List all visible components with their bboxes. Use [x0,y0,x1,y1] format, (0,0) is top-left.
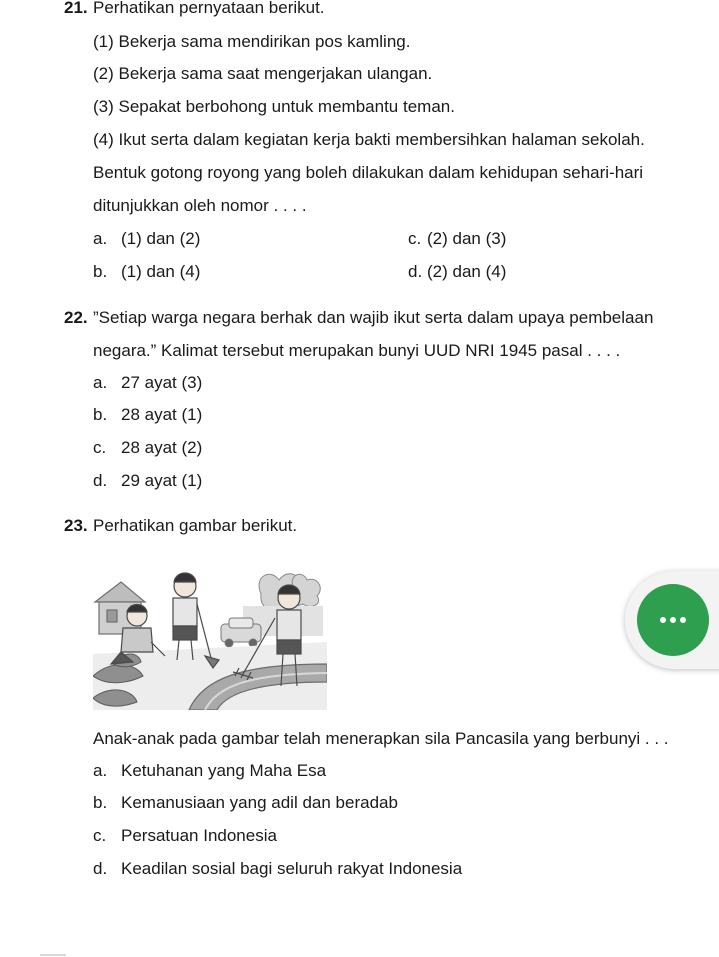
q21-prompt: Perhatikan pernyataan berikut. [93,0,325,17]
q23-option-b[interactable]: Kemanusiaan yang adil dan beradab [121,793,398,812]
q21-statement-2: (2) Bekerja sama saat mengerjakan ulangan. [93,64,433,83]
q23-option-b-letter: b. [93,793,108,812]
q21-statement-4: (4) Ikut serta dalam kegiatan kerja bakti membersihkan halaman sekolah. [93,130,645,149]
kerja-bakti-illustration [93,546,327,710]
q22-option-c-letter: c. [93,438,107,457]
q23-option-c-letter: c. [93,826,107,845]
q21-statement-3: (3) Sepakat berbohong untuk membantu teman. [93,97,455,116]
q22-option-d[interactable]: 29 ayat (1) [121,471,203,490]
floating-action-panel [625,571,719,669]
q22-option-c[interactable]: 28 ayat (2) [121,438,203,457]
q22-option-d-letter: d. [93,471,108,490]
q23-number: 23. [64,516,88,535]
q22-line-1: ”Setiap warga negara berhak dan wajib ikut serta dalam upaya pembelaan [93,308,654,327]
more-dots-icon-dot-2 [670,617,676,623]
q21-option-a[interactable]: (1) dan (2) [121,229,201,248]
q22-option-a[interactable]: 27 ayat (3) [121,373,203,392]
q21-option-d[interactable]: (2) dan (4) [427,262,507,281]
q21-option-c-letter: c. [408,229,422,248]
more-dots-icon [660,617,666,623]
q21-question-line-2: ditunjukkan oleh nomor . . . . [93,196,307,215]
q21-option-b-letter: b. [93,262,108,281]
q23-option-d[interactable]: Keadilan sosial bagi seluruh rakyat Indonesia [121,859,463,878]
q23-option-d-letter: d. [93,859,108,878]
q21-question-line-1: Bentuk gotong royong yang boleh dilakukan dalam kehidupan sehari-hari [93,163,644,182]
q22-number: 22. [64,308,88,327]
q22-option-b[interactable]: 28 ayat (1) [121,405,203,424]
q21-option-b[interactable]: (1) dan (4) [121,262,201,281]
q21-statement-1: (1) Bekerja sama mendirikan pos kamling. [93,32,411,51]
q23-question: Anak-anak pada gambar telah menerapkan sila Pancasila yang berbunyi . . . [93,729,669,748]
q22-line-2: negara.” Kalimat tersebut merupakan bunyi UUD NRI 1945 pasal . . . . [93,341,621,360]
q21-option-d-letter: d. [408,262,423,281]
bottom-divider [40,954,66,956]
q21-number: 21. [64,0,88,17]
more-options-button[interactable] [637,584,709,656]
q23-option-a[interactable]: Ketuhanan yang Maha Esa [121,761,327,780]
q23-option-a-letter: a. [93,761,108,780]
q22-option-b-letter: b. [93,405,108,424]
q23-prompt: Perhatikan gambar berikut. [93,516,298,535]
q23-option-c[interactable]: Persatuan Indonesia [121,826,277,845]
more-dots-icon-dot-3 [680,617,686,623]
q21-option-c[interactable]: (2) dan (3) [427,229,507,248]
q22-option-a-letter: a. [93,373,108,392]
q21-option-a-letter: a. [93,229,108,248]
